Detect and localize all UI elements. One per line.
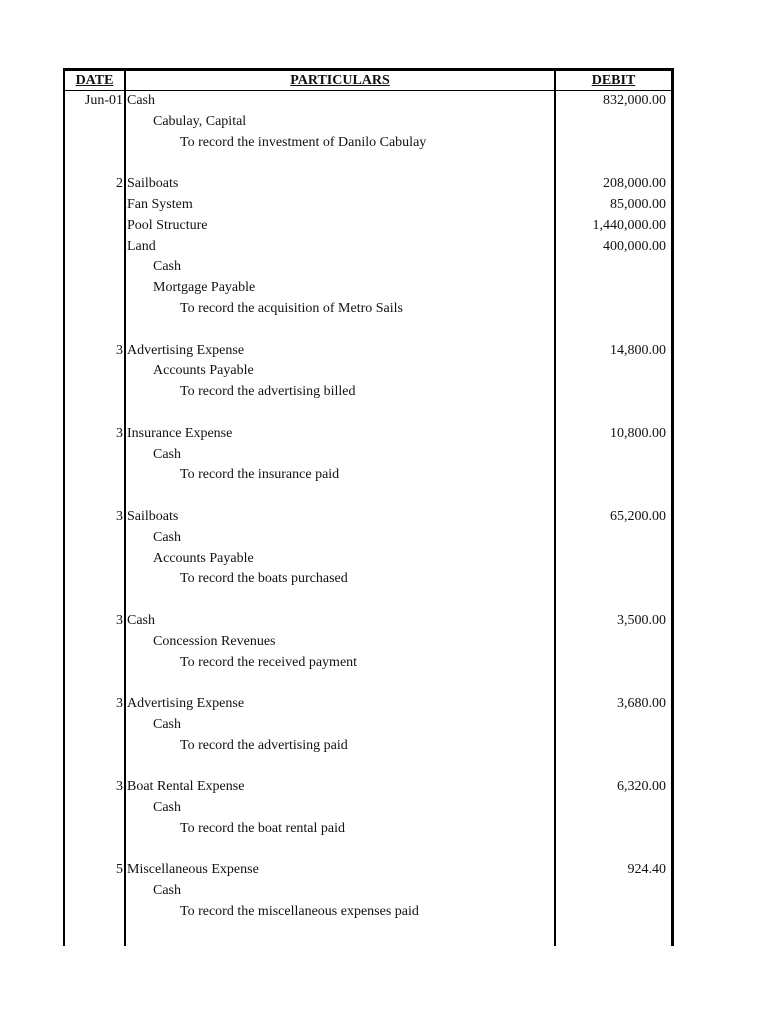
credit-account: Cash [153, 529, 181, 545]
table-row [63, 465, 671, 486]
date-cell: 3 [116, 508, 123, 524]
right-border [671, 68, 674, 946]
table-row [63, 611, 671, 632]
table-row [63, 549, 671, 570]
debit-amount: 6,320.00 [617, 779, 666, 795]
date-cell: 5 [116, 862, 123, 878]
entry-description: To record the acquisition of Metro Sails [180, 300, 403, 316]
debit-amount: 208,000.00 [603, 176, 666, 192]
debit-account: Fan System [127, 196, 193, 212]
date-cell: 2 [116, 176, 123, 192]
debit-account: Cash [127, 93, 155, 108]
entry-description: To record the miscellaneous expenses paid [180, 904, 419, 920]
debit-account: Advertising Expense [127, 342, 245, 358]
table-row [63, 819, 671, 840]
credit-account: Cash [153, 716, 181, 732]
blank-row [63, 590, 671, 611]
table-row [63, 507, 671, 528]
debit-header-label: DEBIT [591, 73, 636, 88]
table-row [63, 278, 671, 299]
credit-account: Cash [153, 883, 181, 899]
table-row [63, 632, 671, 653]
entry-description: To record the boats purchased [180, 571, 348, 587]
date-cell: 3 [116, 696, 123, 712]
debit-account: Advertising Expense [127, 696, 245, 712]
particulars-header-label: PARTICULARS [290, 73, 390, 88]
credit-account: Accounts Payable [153, 550, 254, 566]
blank-row [63, 153, 671, 174]
credit-account: Concession Revenues [153, 633, 276, 649]
debit-column-header [556, 71, 671, 90]
table-row [63, 341, 671, 362]
debit-account: Cash [127, 612, 155, 628]
entry-description: To record the investment of Danilo Cabulay [180, 134, 427, 150]
blank-row [63, 840, 671, 861]
entry-description: To record the advertising paid [180, 737, 348, 753]
table-row [63, 715, 671, 736]
table-row [63, 902, 671, 923]
debit-amount: 924.40 [627, 862, 666, 878]
debit-amount: 3,680.00 [617, 696, 666, 712]
blank-row [63, 403, 671, 424]
debit-amount: 85,000.00 [610, 196, 666, 212]
date-cell: Jun-01 [84, 93, 123, 108]
table-row [63, 361, 671, 382]
debit-account: Land [127, 238, 156, 254]
debit-amount: 832,000.00 [603, 93, 666, 108]
table-row [63, 237, 671, 258]
table-row [63, 860, 671, 881]
credit-account: Cabulay, Capital [153, 113, 247, 129]
table-row [63, 216, 671, 237]
credit-account: Cash [153, 800, 181, 816]
debit-account: Sailboats [127, 176, 179, 192]
credit-account: Mortgage Payable [153, 280, 256, 296]
table-row [63, 133, 671, 154]
debit-account: Insurance Expense [127, 425, 233, 441]
credit-account: Cash [153, 446, 181, 462]
date-column-header [65, 71, 124, 90]
particulars-column-header [126, 71, 554, 90]
blank-row [63, 320, 671, 341]
table-row [63, 424, 671, 445]
table-row [63, 257, 671, 278]
table-row [63, 91, 671, 112]
journal-rows [63, 91, 671, 923]
table-row [63, 445, 671, 466]
date-cell: 3 [116, 342, 123, 358]
blank-row [63, 757, 671, 778]
table-row [63, 777, 671, 798]
table-row [63, 112, 671, 133]
debit-amount: 400,000.00 [603, 238, 666, 254]
table-row [63, 736, 671, 757]
entry-description: To record the boat rental paid [180, 820, 346, 836]
table-row [63, 798, 671, 819]
debit-account: Pool Structure [127, 217, 208, 233]
date-cell: 3 [116, 612, 123, 628]
date-cell: 3 [116, 779, 123, 795]
debit-amount: 1,440,000.00 [592, 217, 666, 233]
debit-account: Sailboats [127, 508, 179, 524]
table-row [63, 569, 671, 590]
table-row [63, 528, 671, 549]
table-row [63, 694, 671, 715]
entry-description: To record the received payment [180, 654, 358, 670]
blank-row [63, 673, 671, 694]
debit-amount: 3,500.00 [617, 612, 666, 628]
credit-account: Cash [153, 259, 181, 275]
debit-account: Miscellaneous Expense [127, 862, 259, 878]
debit-account: Boat Rental Expense [127, 779, 245, 795]
table-row [63, 881, 671, 902]
debit-amount: 14,800.00 [610, 342, 666, 358]
table-row [63, 299, 671, 320]
table-row [63, 195, 671, 216]
debit-amount: 65,200.00 [610, 508, 666, 524]
table-row [63, 174, 671, 195]
date-header-label: DATE [75, 73, 114, 88]
table-row [63, 653, 671, 674]
debit-amount: 10,800.00 [610, 425, 666, 441]
date-cell: 3 [116, 425, 123, 441]
blank-row [63, 486, 671, 507]
journal-table [63, 68, 675, 946]
entry-description: To record the advertising billed [180, 384, 356, 400]
entry-description: To record the insurance paid [180, 467, 340, 483]
credit-account: Accounts Payable [153, 363, 254, 379]
table-row [63, 382, 671, 403]
